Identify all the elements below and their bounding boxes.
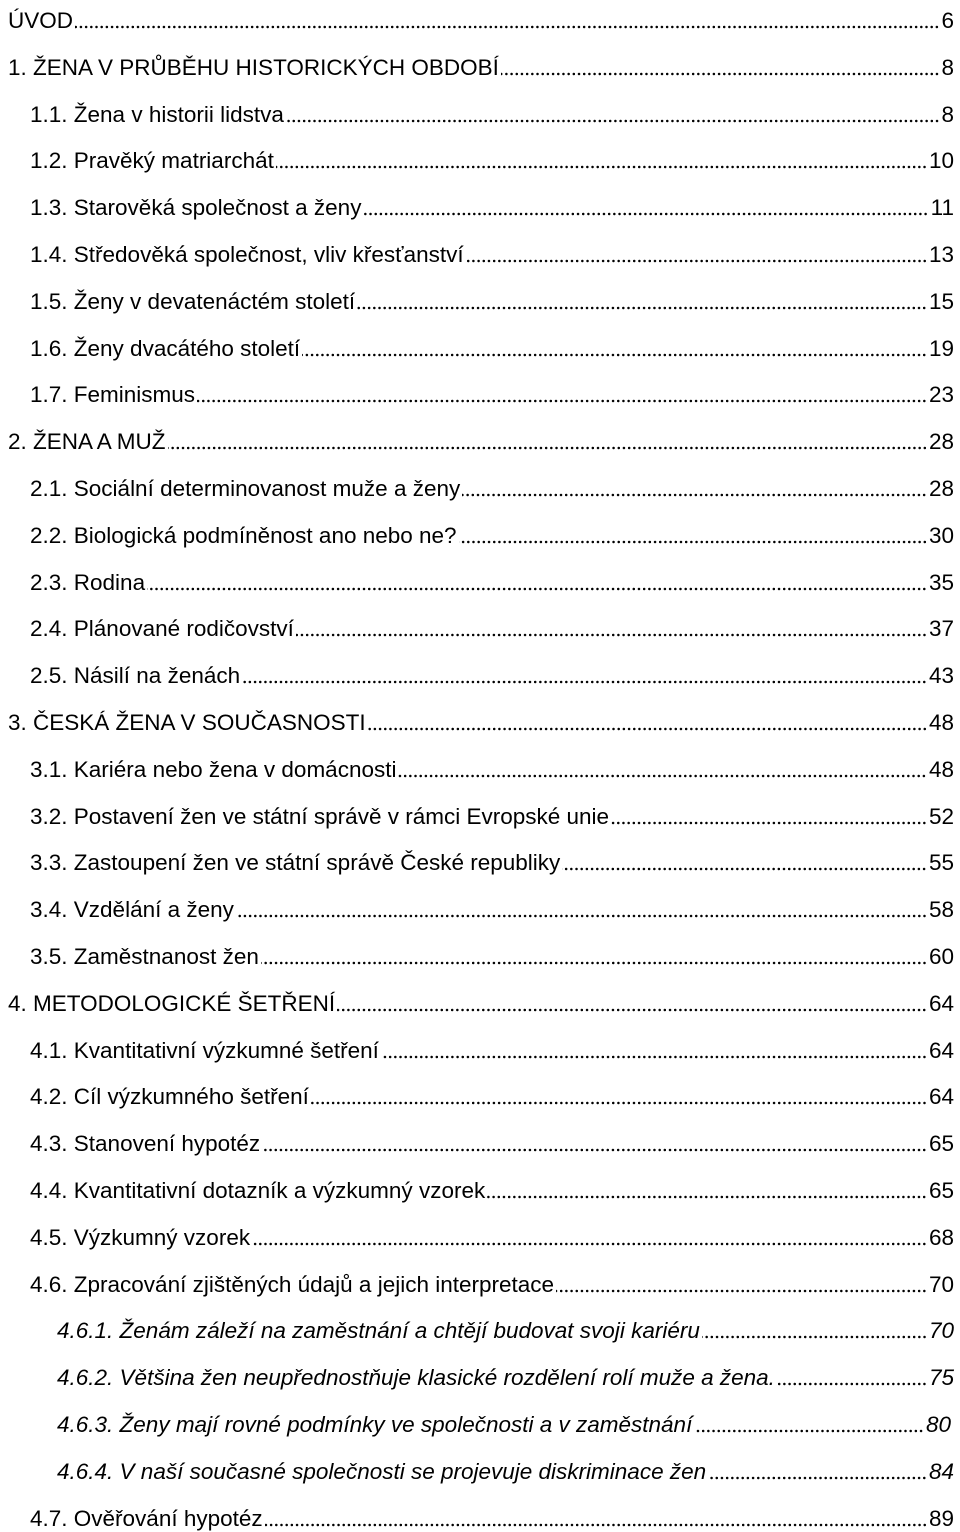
toc-entry[interactable] [0, 1066, 960, 1110]
toc-entry-title: 4.2. Cíl výzkumného šetření [30, 1086, 309, 1111]
toc-entry-title: 3.1. Kariéra nebo žena v domácnosti [30, 759, 396, 784]
dot-leader [702, 1334, 927, 1340]
toc-entry-page-number: 15 [929, 291, 954, 316]
toc-entry-title: 4.1. Kvantitativní výzkumné šetření [30, 1040, 379, 1065]
toc-entry[interactable] [0, 1207, 960, 1251]
toc-entry-page-number: 8 [941, 104, 954, 129]
toc-entry-page-number: 23 [929, 384, 954, 409]
toc-entry-title: 2.5. Násilí na ženách [30, 665, 240, 690]
dot-leader [381, 1054, 927, 1060]
dot-leader [487, 1194, 927, 1200]
toc-entry[interactable] [0, 692, 960, 736]
toc-entry-title: ÚVOD [8, 10, 73, 35]
toc-entry[interactable] [0, 1488, 960, 1532]
toc-entry-title: 2.3. Rodina [30, 572, 145, 597]
toc-entry-title: 3.3. Zastoupení žen ve státní správě České republiky [30, 852, 560, 877]
toc-entry[interactable] [0, 177, 960, 221]
toc-entry-title: 4.6.3. Ženy mají rovné podmínky ve společnosti a v zaměstnání [57, 1414, 692, 1439]
toc-entry[interactable] [0, 37, 960, 81]
dot-leader [501, 71, 940, 77]
toc-entry-page-number: 80 [926, 1414, 951, 1439]
toc-entry-title: 1.5. Ženy v devatenáctém století [30, 291, 355, 316]
dot-leader [368, 726, 927, 732]
toc-entry[interactable] [0, 645, 960, 689]
toc-entry-title: 2.2. Biologická podmíněnost ano nebo ne? [30, 525, 457, 550]
toc-entry-title: 3. ČESKÁ ŽENA V SOUČASNOSTI [8, 712, 366, 737]
toc-entry-page-number: 8 [941, 57, 954, 82]
dot-leader [311, 1100, 927, 1106]
dot-leader [363, 211, 928, 217]
dot-leader [261, 960, 927, 966]
toc-entry-title: 4.7. Ověřování hypotéz [30, 1508, 263, 1532]
toc-entry-page-number: 37 [929, 618, 954, 643]
toc-entry-title: 3.5. Zaměstnanost žen [30, 946, 259, 971]
toc-entry[interactable] [0, 1394, 960, 1438]
toc-entry-title: 2.1. Sociální determinovanost muže a ženy [30, 478, 460, 503]
toc-entry-title: 4.6. Zpracování zjištěných údajů a jejich interpretace [30, 1274, 554, 1299]
dot-leader [708, 1475, 927, 1481]
toc-entry-title: 3.4. Vzdělání a ženy [30, 899, 234, 924]
toc-entry[interactable] [0, 505, 960, 549]
toc-entry[interactable] [0, 0, 960, 34]
toc-entry-page-number: 68 [929, 1227, 954, 1252]
toc-entry[interactable] [0, 1113, 960, 1157]
toc-entry-title: 1.6. Ženy dvacátého století [30, 338, 300, 363]
toc-entry[interactable] [0, 130, 960, 174]
toc-entry[interactable] [0, 1347, 960, 1391]
toc-entry[interactable] [0, 832, 960, 876]
toc-entry-page-number: 70 [929, 1274, 954, 1299]
toc-entry-title: 4.4. Kvantitativní dotazník a výzkumný vzorek [30, 1180, 485, 1205]
dot-leader [694, 1428, 924, 1434]
toc-entry[interactable] [0, 786, 960, 830]
toc-entry-page-number: 89 [929, 1508, 954, 1532]
dot-leader [262, 1147, 927, 1153]
toc-entry-title: 4.6.2. Většina žen neupřednostňuje klasické rozdělení rolí muže a žena. [57, 1367, 775, 1392]
dot-leader [242, 679, 927, 685]
toc-entry-page-number: 35 [929, 572, 954, 597]
toc-entry-page-number: 70 [929, 1320, 954, 1345]
toc-entry-page-number: 64 [929, 1086, 954, 1111]
toc-entry-title: 1.3. Starověká společnost a ženy [30, 197, 361, 222]
dot-leader [296, 632, 927, 638]
toc-entry[interactable] [0, 224, 960, 268]
dot-leader [462, 492, 927, 498]
toc-entry-page-number: 52 [929, 806, 954, 831]
toc-entry[interactable] [0, 598, 960, 642]
toc-entry[interactable] [0, 1160, 960, 1204]
toc-entry-page-number: 84 [929, 1461, 954, 1486]
dot-leader [265, 1522, 927, 1528]
dot-leader [276, 164, 927, 170]
toc-entry[interactable] [0, 318, 960, 362]
toc-entry[interactable] [0, 552, 960, 596]
toc-entry[interactable] [0, 1441, 960, 1485]
dot-leader [252, 1241, 927, 1247]
toc-entry-page-number: 28 [929, 478, 954, 503]
toc-entry-page-number: 48 [929, 759, 954, 784]
toc-entry[interactable] [0, 1300, 960, 1344]
toc-entry-page-number: 13 [929, 244, 954, 269]
dot-leader [777, 1381, 927, 1387]
toc-entry-page-number: 75 [929, 1367, 954, 1392]
toc-entry-title: 3.2. Postavení žen ve státní správě v rámci Evropské unie [30, 806, 609, 831]
dot-leader [459, 539, 927, 545]
toc-entry-title: 1.1. Žena v historii lidstva [30, 104, 284, 129]
dot-leader [75, 24, 939, 30]
toc-entry-page-number: 65 [929, 1133, 954, 1158]
dot-leader [337, 1007, 927, 1013]
toc-entry-page-number: 55 [929, 852, 954, 877]
toc-entry-title: 1.2. Pravěký matriarchát [30, 150, 274, 175]
toc-entry[interactable] [0, 411, 960, 455]
toc-entry-page-number: 30 [929, 525, 954, 550]
toc-entry-page-number: 6 [941, 10, 954, 35]
toc-entry[interactable] [0, 1020, 960, 1064]
toc-entry-title: 1.7. Feminismus [30, 384, 195, 409]
toc-entry[interactable] [0, 1254, 960, 1298]
toc-entry-page-number: 28 [929, 431, 954, 456]
dot-leader [197, 398, 927, 404]
toc-entry-page-number: 65 [929, 1180, 954, 1205]
dot-leader [147, 586, 927, 592]
dot-leader [466, 258, 927, 264]
dot-leader [398, 773, 926, 779]
dot-leader [236, 913, 927, 919]
toc-entry-title: 4.6.1. Ženám záleží na zaměstnání a chtějí budovat svoji kariéru [57, 1320, 700, 1345]
toc-entry-title: 4. METODOLOGICKÉ ŠETŘENÍ [8, 993, 335, 1018]
toc-entry-title: 1.4. Středověká společnost, vliv křesťanství [30, 244, 464, 269]
toc-entry-title: 2.4. Plánované rodičovství [30, 618, 294, 643]
toc-entry-title: 4.6.4. V naší současné společnosti se projevuje diskriminace žen [57, 1461, 706, 1486]
toc-entry[interactable] [0, 739, 960, 783]
dot-leader [286, 118, 940, 124]
toc-entry-page-number: 11 [931, 197, 954, 222]
toc-entry[interactable] [0, 879, 960, 923]
toc-entry[interactable] [0, 973, 960, 1017]
toc-entry-page-number: 10 [929, 150, 954, 175]
dot-leader [168, 445, 927, 451]
dot-leader [302, 352, 927, 358]
toc-entry-page-number: 60 [929, 946, 954, 971]
toc-entry-page-number: 43 [929, 665, 954, 690]
dot-leader [357, 305, 927, 311]
toc-entry-title: 4.5. Výzkumný vzorek [30, 1227, 250, 1252]
toc-entry-page-number: 19 [929, 338, 954, 363]
toc-entry[interactable] [0, 84, 960, 128]
toc-entry-page-number: 64 [929, 1040, 954, 1065]
toc-entry-page-number: 64 [929, 993, 954, 1018]
dot-leader [611, 820, 927, 826]
toc-entry[interactable] [0, 458, 960, 502]
dot-leader [562, 866, 927, 872]
toc-entry-title: 4.3. Stanovení hypotéz [30, 1133, 260, 1158]
dot-leader [556, 1288, 927, 1294]
toc-entry-page-number: 58 [929, 899, 954, 924]
toc-entry[interactable] [0, 364, 960, 408]
toc-entry-title: 2. ŽENA A MUŽ [8, 431, 166, 456]
toc-entry-page-number: 48 [929, 712, 954, 737]
toc-entry[interactable] [0, 271, 960, 315]
toc-entry-title: 1. ŽENA V PRŮBĚHU HISTORICKÝCH OBDOBÍ [8, 57, 499, 82]
toc-entry[interactable] [0, 926, 960, 970]
